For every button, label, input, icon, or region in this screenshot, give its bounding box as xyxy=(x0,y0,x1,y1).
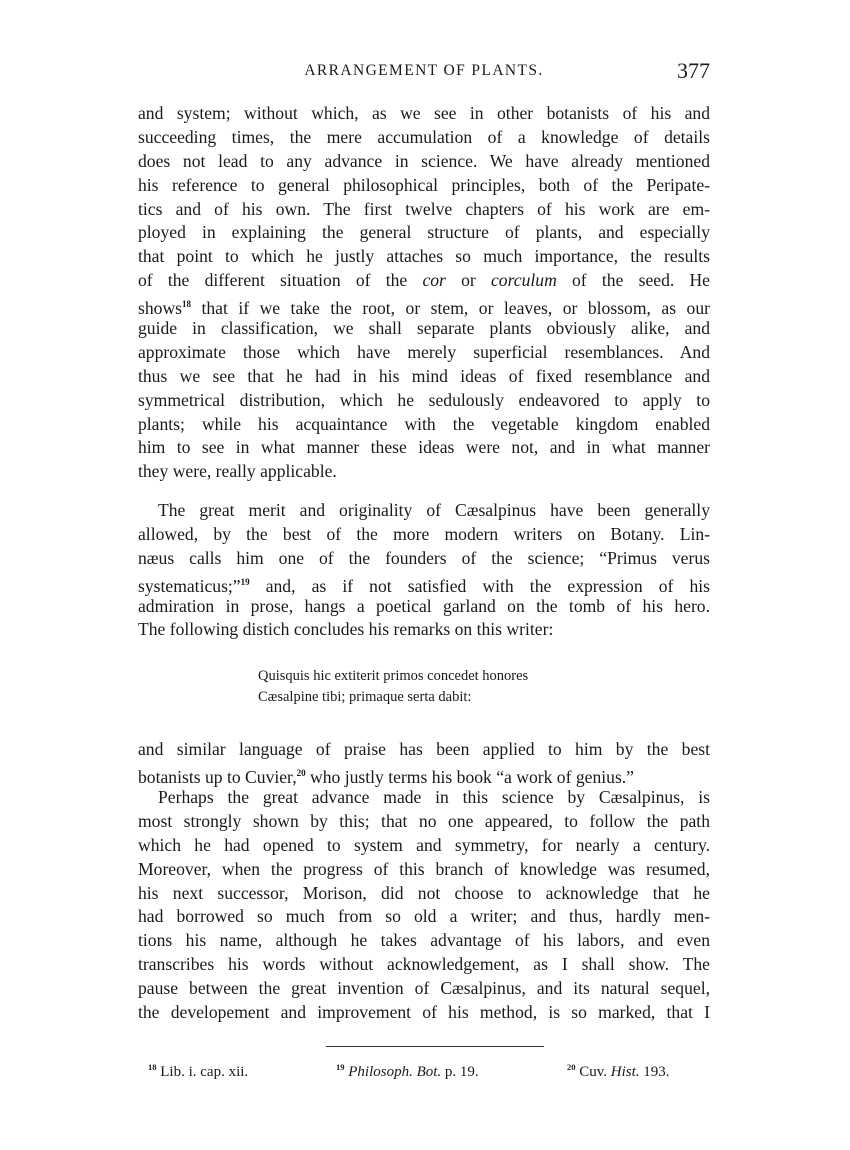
text-line: most strongly shown by this; that no one appeared, to follow the path xyxy=(138,810,710,831)
text-line: tions his name, although he takes advantage of his labors, and even xyxy=(138,930,710,951)
text-line: him to see in what manner these ideas were not, and in what manner xyxy=(138,437,710,458)
footnote-divider xyxy=(326,1046,544,1047)
text-line: Perhaps the great advance made in this science by Cæsalpinus, is xyxy=(158,787,710,807)
footnote-ref-20: 20 xyxy=(296,767,306,778)
text-line: symmetrical distribution, which he sedulously endeavored to apply to xyxy=(138,389,710,410)
quote-line: Cæsalpine tibi; primaque serta dabit: xyxy=(258,689,472,705)
text-line: of the different situation of the cor or corculum of the seed. He xyxy=(138,270,710,291)
page-number: 377 xyxy=(677,58,710,83)
text-line: thus we see that he had in his mind ideas of fixed resemblance and xyxy=(138,365,710,386)
text-line: plants; while his acquaintance with the vegetable kingdom enabled xyxy=(138,413,710,434)
text-line: ployed in explaining the general structure of plants, and especially xyxy=(138,222,710,243)
text-line: had borrowed so much from so old a writer; and thus, hardly men- xyxy=(138,906,710,927)
text-line: the developement and improvement of his method, is so marked, that I xyxy=(138,1002,710,1023)
text-line: his next successor, Morison, did not choose to acknowledge that he xyxy=(138,882,710,903)
text-line: transcribes his words without acknowledgement, as I shall show. The xyxy=(138,954,710,975)
text-line: and system; without which, as we see in other botanists of his and xyxy=(138,103,710,123)
paragraph-3 xyxy=(138,738,710,786)
text-line: pause between the great invention of Cæsalpinus, and its natural sequel, xyxy=(138,978,710,999)
text-line: tics and of his own. The first twelve chapters of his work are em- xyxy=(138,198,710,219)
quote-line: Quisquis hic extiterit primos concedet honores xyxy=(258,668,529,684)
footnote-19: $^{19}$ Philosoph. Bot. p. 19. xyxy=(336,1062,479,1080)
text-line: his reference to general philosophical principles, both of the Peripate- xyxy=(138,174,710,195)
text-line: admiration in prose, hangs a poetical garland on the tomb of his hero. xyxy=(138,595,710,616)
text-line: systematicus;”$^{19}$ and, as if not satisfied with the expression of his xyxy=(138,575,710,596)
footnote-20: $^{20}$ Cuv. Hist. 193. xyxy=(567,1062,670,1080)
text-line: which he had opened to system and symmetry, for nearly a century. xyxy=(138,834,710,855)
text-line: approximate those which have merely superficial resemblances. And xyxy=(138,341,710,362)
footnotes xyxy=(148,1062,708,1084)
text-line: shows$^{18}$ that if we take the root, or stem, or leaves, or blossom, as our xyxy=(138,298,710,319)
footnote-18: $^{18}$ Lib. i. cap. xii. xyxy=(148,1062,249,1080)
paragraph-4 xyxy=(138,786,710,1025)
italic-term-corculum: corculum xyxy=(491,270,557,291)
text-line: The great merit and originality of Cæsalpinus have been generally xyxy=(158,500,710,520)
latin-distich xyxy=(258,666,528,708)
paragraph-2 xyxy=(138,499,710,642)
text-line: The following distich concludes his remarks on this writer: xyxy=(138,619,554,640)
running-head xyxy=(138,58,710,86)
text-line: næus calls him one of the founders of the science; “Primus verus xyxy=(138,547,710,568)
text-line: does not lead to any advance in science. We have already mentioned xyxy=(138,150,710,171)
text-line: they were, really applicable. xyxy=(138,461,337,482)
text-line: Moreover, when the progress of this branch of knowledge was resumed, xyxy=(138,858,710,879)
text-line: botanists up to Cuvier,$^{20}$ who justly terms his book “a work of genius.” xyxy=(138,766,634,787)
text-line: and similar language of praise has been applied to him by the best xyxy=(138,739,710,759)
text-line: allowed, by the best of the more modern writers on Botany. Lin- xyxy=(138,523,710,544)
paragraph-1 xyxy=(138,102,710,484)
footnote-ref-19: 19 xyxy=(240,576,250,587)
italic-term-cor: cor xyxy=(422,270,446,291)
text-line: guide in classification, we shall separate plants obviously alike, and xyxy=(138,318,710,339)
running-title: ARRANGEMENT OF PLANTS. xyxy=(304,62,544,79)
text-line: succeeding times, the mere accumulation of a knowledge of details xyxy=(138,126,710,147)
footnote-ref-18: 18 xyxy=(182,299,191,310)
text-line: that point to which he justly attaches so much importance, the results xyxy=(138,246,710,267)
